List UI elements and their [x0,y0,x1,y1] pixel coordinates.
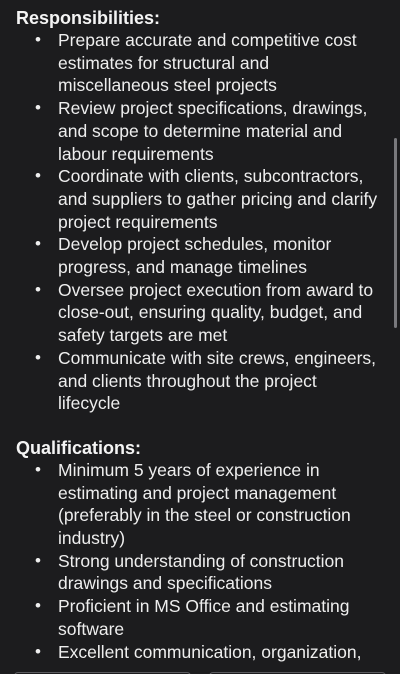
bullet-icon: • [35,166,41,186]
list-item-text: Coordinate with clients, subcontractors, and suppliers to gather pricing and clarify project requirements [58,166,378,232]
bullet-icon: • [35,347,41,367]
list-item [16,97,380,165]
list-item [16,641,380,664]
list-item [16,279,380,347]
bullet-icon: • [35,550,41,570]
list-item [16,595,380,640]
bullet-icon: • [35,596,41,616]
list-item [16,550,380,595]
scrollbar-thumb[interactable] [394,138,397,328]
bullet-icon: • [35,98,41,118]
bullet-icon: • [35,459,41,479]
list-item-text: Develop project schedules, monitor progress, and manage timelines [58,234,332,278]
list-item [16,347,380,415]
list-item-text: Prepare accurate and competitive cost estimates for structural and miscellaneous steel projects [58,30,357,96]
list-item-text: Oversee project execution from award to close-out, ensuring quality, budget, and safety targets are met [58,279,374,346]
list-item-text: Strong understanding of construction drawings and specifications [58,550,345,594]
bullet-icon: • [35,641,41,661]
list-item-text: Minimum 5 years of experience in estimating and project management (preferably in the steel or construction industry) [58,459,351,549]
section-spacer [0,415,400,437]
bullet-icon: • [35,30,41,49]
list-item [16,165,380,233]
list-item-text: Excellent communication, organization, [58,641,362,662]
list-item-text: Review project specifications, drawings, and scope to determine material and labour requirements [58,98,368,164]
list-item [16,29,380,97]
responsibilities-heading: Responsibilities: [16,8,161,28]
qualifications-section [0,437,400,663]
bullet-icon: • [35,279,41,299]
qualifications-heading: Qualifications: [16,437,142,458]
qualifications-list [16,459,380,663]
list-item-text: Proficient in MS Office and estimating software [58,596,350,639]
bullet-icon: • [35,234,41,254]
list-item-text: Communicate with site crews, engineers, and clients throughout the project lifecycle [58,347,377,414]
list-item [16,233,380,278]
list-item [16,459,380,550]
responsibilities-list [16,29,380,415]
